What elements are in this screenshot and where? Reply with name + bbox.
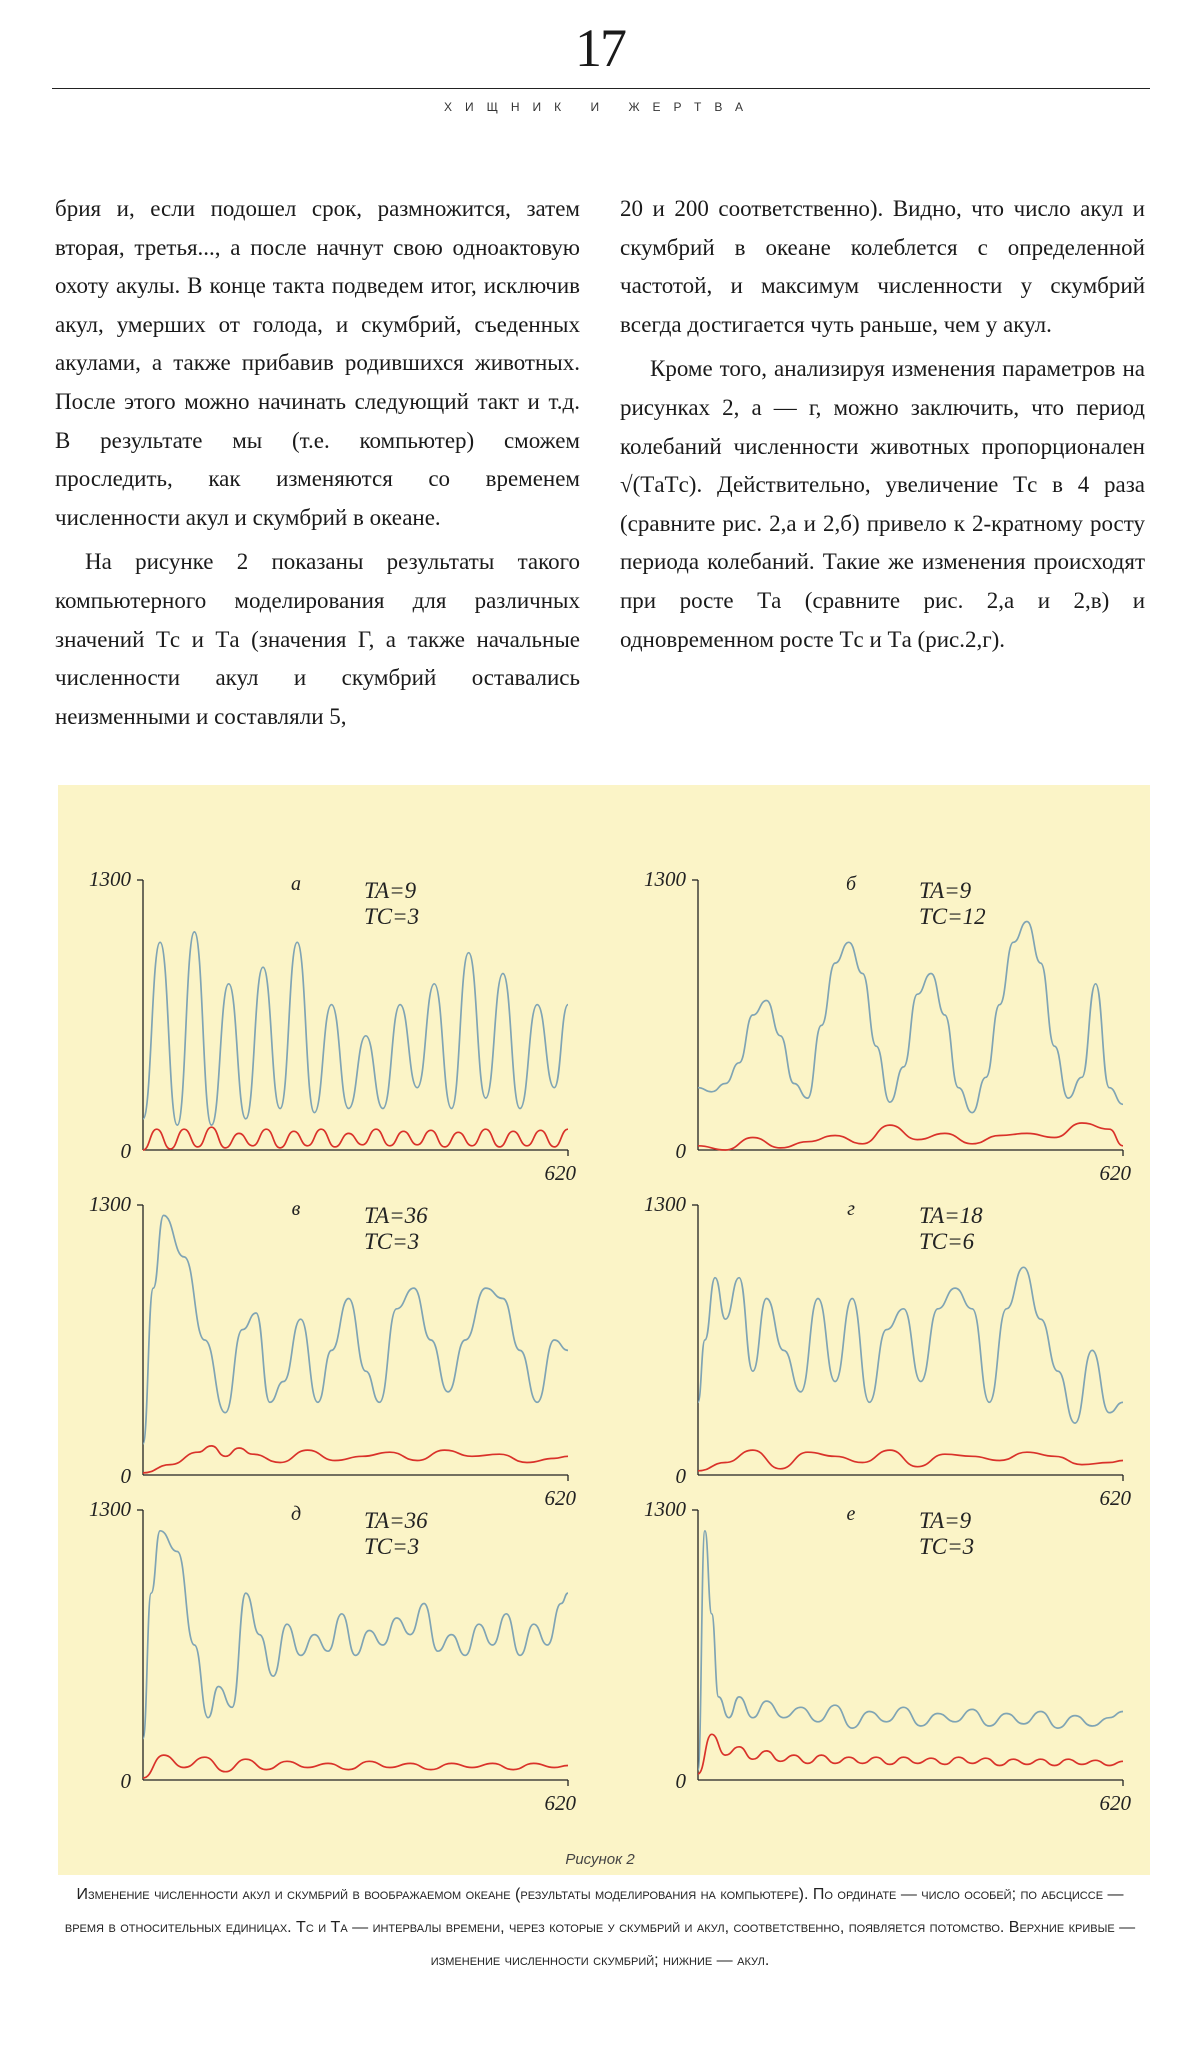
x-tick-label: 620: [1099, 1161, 1131, 1185]
panel-label: д: [290, 1503, 302, 1525]
panel-parameter: TC=3: [364, 1229, 420, 1254]
panel-parameter: TA=36: [364, 1508, 428, 1533]
right-column: [620, 190, 1145, 659]
panel-parameter: TC=12: [919, 904, 986, 929]
y-tick-label-max: 1300: [89, 1497, 131, 1521]
paragraph: 20 и 200 соответственно). Видно, что число акул и скумбрий в океане колеблется с определенной частотой, и максимум численности у скумбрий всегда достигается чуть раньше, чем у акул.: [620, 196, 1145, 337]
y-tick-label-max: 1300: [644, 867, 686, 891]
shark-series-line: [143, 1446, 568, 1473]
y-tick-label-zero: 0: [120, 1464, 131, 1488]
figure-panel: [58, 785, 1150, 1875]
mackerel-series-line: [143, 1215, 568, 1443]
header-rule: [52, 88, 1150, 89]
panel-label: г: [847, 1198, 855, 1220]
y-tick-label-max: 1300: [644, 1192, 686, 1216]
panel-parameter: TA=18: [919, 1203, 983, 1228]
x-tick-label: 620: [544, 1486, 576, 1510]
panel-parameter: TA=9: [919, 878, 972, 903]
y-tick-label-zero: 0: [675, 1769, 686, 1793]
mackerel-series-line: [698, 1267, 1123, 1423]
paragraph: На рисунке 2 показаны результаты такого компьютерного моделирования для различных значений Tс и Tа (значения Г, а также начальные численности акул и скумбрий оставались неизменными и составляли 5,: [55, 549, 580, 729]
figure-caption: Изменение численности акул и скумбрий в воображаемом океане (результаты моделирования на компьютере). По ординате — число особей; по абсциссе — время в относительных единицах. Tс и Tа — интервалы времени, через которые у скумбрий и акул, соответственно, появляется потомство. Верхние кривые — изменение численности скумбрий; нижние — акул.: [64, 1886, 1136, 1969]
shark-series-line: [143, 1127, 568, 1150]
panel-parameter: TA=36: [364, 1203, 428, 1228]
page-number: 17: [575, 18, 625, 78]
panel-parameter: TA=9: [364, 878, 417, 903]
y-tick-label-zero: 0: [675, 1139, 686, 1163]
panel-parameter: TC=6: [919, 1229, 975, 1254]
mackerel-series-line: [698, 1531, 1123, 1770]
panel-label: а: [291, 873, 301, 895]
paragraph: брия и, если подошел срок, размножится, затем вторая, третья..., а после начнут свою одноактовую охоту акулы. В конце такта подведем итог, исключив акул, умерших от голода, и скумбрий, съеденных акулами, а также прибавив родившихся животных. После этого можно начинать следующий такт и т.д. В результате мы (т.е. компьютер) сможем проследить, как изменяются со временем численности акул и скумбрий в океане.: [55, 196, 580, 530]
mackerel-series-line: [143, 932, 568, 1125]
shark-series-line: [698, 1734, 1123, 1774]
y-tick-label-max: 1300: [644, 1497, 686, 1521]
y-tick-label-zero: 0: [120, 1769, 131, 1793]
shark-series-line: [143, 1755, 568, 1778]
panel-parameter: TC=3: [364, 904, 420, 929]
x-tick-label: 620: [544, 1791, 576, 1815]
mackerel-series-line: [698, 922, 1123, 1113]
panel-parameter: TA=9: [919, 1508, 972, 1533]
x-tick-label: 620: [1099, 1486, 1131, 1510]
panel-label: е: [846, 1503, 856, 1525]
y-tick-label-max: 1300: [89, 867, 131, 891]
shark-series-line: [698, 1123, 1123, 1150]
running-title: ХИЩНИК И ЖЕРТВА: [444, 100, 756, 114]
panel-parameter: TC=3: [364, 1534, 420, 1559]
paragraph: Кроме того, анализируя изменения параметров на рисунках 2, а — г, можно заключить, что период колебаний численности животных пропорционален √(TаTс). Действительно, увеличение Tс в 4 раза (сравните рис. 2,а и 2,б) привело к 2-кратному росту периода колебаний. Такие же изменения происходят при росте Tа (сравните рис. 2,а и 2,в) и одновременном росте Tс и Tа (рис.2,г).: [620, 356, 1145, 652]
mackerel-series-line: [143, 1531, 568, 1739]
panel-label: б: [845, 873, 857, 895]
shark-series-line: [698, 1450, 1123, 1471]
x-tick-label: 620: [544, 1161, 576, 1185]
y-tick-label-max: 1300: [89, 1192, 131, 1216]
figure-title: Рисунок 2: [565, 1851, 635, 1868]
left-column: [55, 190, 580, 736]
panel-label: в: [291, 1198, 301, 1220]
figure-charts: [58, 785, 1150, 1875]
y-tick-label-zero: 0: [675, 1464, 686, 1488]
x-tick-label: 620: [1099, 1791, 1131, 1815]
panel-parameter: TC=3: [919, 1534, 975, 1559]
y-tick-label-zero: 0: [120, 1139, 131, 1163]
